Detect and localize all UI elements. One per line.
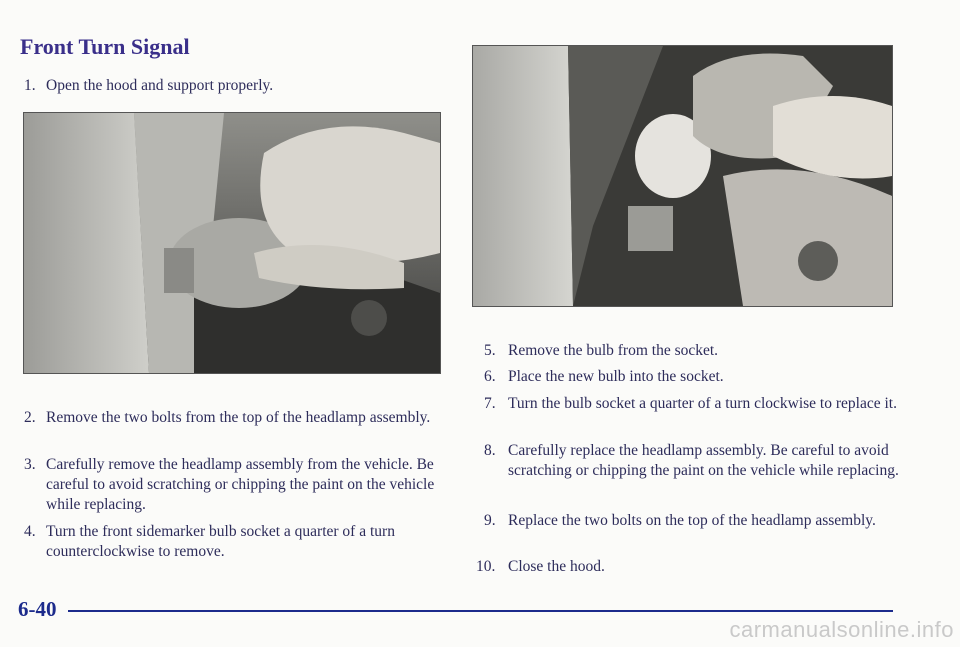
step-text: Close the hood. [508, 558, 605, 575]
step-6 [484, 367, 904, 387]
step-10 [476, 557, 896, 577]
step-number: 1. [24, 77, 36, 94]
photo-bulb-socket-in-hand [23, 112, 441, 374]
section-title: Front Turn Signal [20, 34, 190, 59]
step-text: Turn the bulb socket a quarter of a turn clockwise to replace it. [508, 395, 897, 412]
step-number: 4. [24, 523, 36, 540]
step-number: 7. [484, 395, 496, 412]
step-number: 6. [484, 368, 496, 385]
step-text: Replace the two bolts on the top of the headlamp assembly. [508, 512, 876, 529]
watermark: carmanualsonline.info [729, 617, 954, 642]
step-text: Carefully replace the headlamp assembly. Be careful to avoid scratching or chipping the paint on the vehicle while replacing. [508, 442, 899, 479]
step-7 [484, 394, 904, 414]
photo-bulb-removed-from-socket [472, 45, 893, 307]
step-2 [24, 408, 444, 428]
step-number: 9. [484, 512, 496, 529]
step-8 [484, 441, 904, 481]
step-5 [484, 341, 904, 361]
photo-illustration [24, 113, 440, 373]
step-number: 2. [24, 409, 36, 426]
step-text: Open the hood and support properly. [46, 77, 274, 94]
step-text: Place the new bulb into the socket. [508, 368, 724, 385]
step-3 [24, 455, 444, 515]
step-number: 5. [484, 342, 496, 359]
step-text: Remove the two bolts from the top of the headlamp assembly. [46, 409, 431, 426]
step-text: Remove the bulb from the socket. [508, 342, 719, 359]
step-text: Turn the front sidemarker bulb socket a quarter of a turn counterclockwise to remove. [46, 523, 395, 560]
footer-rule [68, 610, 893, 612]
step-1 [24, 76, 444, 96]
step-number: 10. [476, 558, 496, 575]
step-number: 3. [24, 456, 36, 473]
page-number: 6-40 [18, 597, 57, 621]
step-4 [24, 522, 444, 562]
step-text: Carefully remove the headlamp assembly from the vehicle. Be careful to avoid scratching or chipping the paint on the vehicle while replacing. [46, 456, 435, 513]
step-9 [484, 511, 904, 531]
photo-illustration [473, 46, 892, 306]
step-number: 8. [484, 442, 496, 459]
